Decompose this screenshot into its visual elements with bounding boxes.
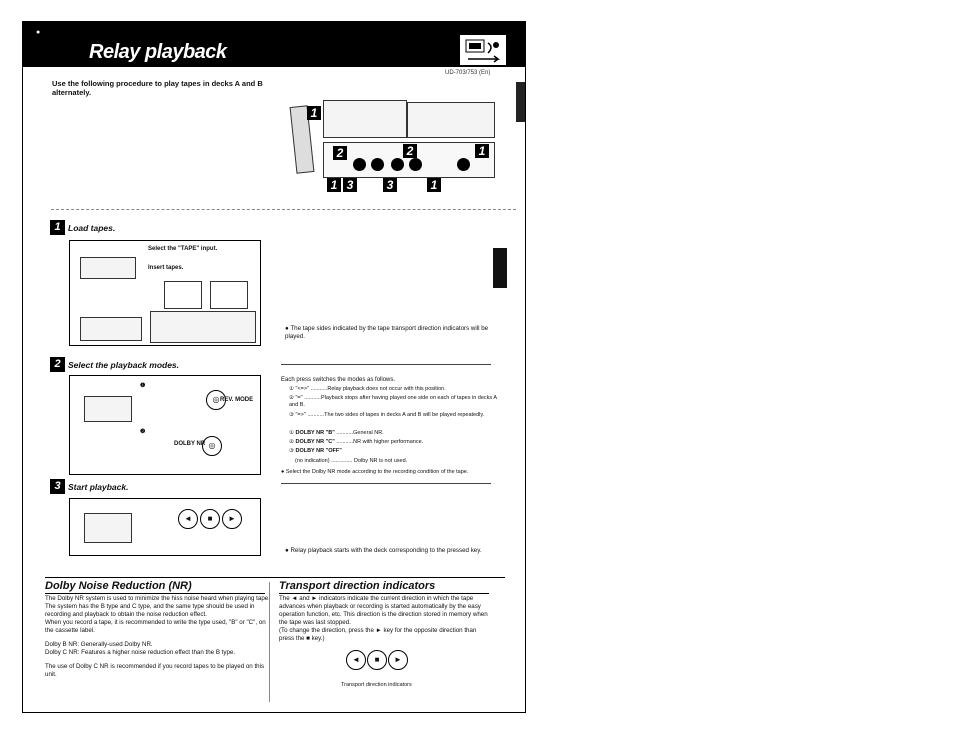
side-index-tab (516, 82, 525, 122)
step-3-note: ● Relay playback starts with the deck corresponding to the pressed key. (285, 547, 482, 554)
deck-side-image (80, 317, 142, 341)
figure-badge: 1 (307, 106, 321, 120)
nr-mode-item: ② DOLBY NR "C" ...........NR with higher performance. (289, 439, 424, 445)
rule (281, 483, 491, 484)
dolby-nr-title: Dolby Noise Reduction (NR) (45, 580, 192, 592)
figure-badge: 3 (343, 178, 357, 192)
intro-text: Use the following procedure to play tapes in decks A and B alternately. (52, 79, 263, 97)
figure-badge: 1 (475, 144, 489, 158)
play-reverse-button[interactable]: ◄ (178, 509, 198, 529)
step-1-title: Load tapes. (68, 223, 116, 233)
rev-mode-label: REV. MODE (220, 397, 254, 403)
reverse-indicator-icon: ◄ (346, 650, 366, 670)
step-1-illustration (69, 240, 261, 346)
section-divider (45, 577, 505, 578)
step-1a-text: Select the "TAPE" input. (148, 246, 218, 252)
chapter-tab (493, 248, 507, 288)
amp-panel-image (84, 396, 132, 422)
mode-intro: Each press switches the modes as follows. (281, 377, 396, 383)
nr-mode-item: ③ DOLBY NR "OFF" (289, 448, 342, 454)
knob-marker (353, 158, 366, 171)
deck-unit-image (323, 100, 407, 138)
step-2-illustration: ❶ ❷ ◎ REV. MODE ◎ DOLBY NR (69, 375, 261, 475)
figure-badge: 2 (333, 146, 347, 160)
deck-front-image (150, 311, 256, 343)
relay-logo-icon (459, 34, 507, 66)
play-forward-button[interactable]: ► (222, 509, 242, 529)
dolby-nr-label: DOLBY NR (174, 441, 206, 447)
forward-indicator-icon: ► (388, 650, 408, 670)
amp-panel-image (84, 513, 132, 543)
knob-marker (409, 158, 422, 171)
transport-caption: Transport direction indicators (341, 682, 412, 688)
divider (51, 209, 516, 210)
dolby-nr-button[interactable]: ◎ (202, 436, 222, 456)
transport-body: The ◄ and ► indicators indicate the current direction in which the tape advances when playback or recording is started automatically by the easy operation function, etc. This direction is the direction stored in memory when the tape was last stopped. (To change the direction, press the ► key for the opposite direction than press the ■ key.) (279, 595, 488, 642)
knob-marker (391, 158, 404, 171)
rev-mode-button[interactable]: ◎ (206, 390, 226, 410)
step-1b-text: Insert tapes. (148, 265, 184, 271)
nr-note: ● Select the Dolby NR mode according to the recording condition of the tape. (281, 469, 469, 475)
overview-figure (287, 98, 515, 198)
rev-mode-item: ② "=" ...........Playback stops after having played one side on each of tapes in decks A and B. (289, 395, 497, 408)
page-header: ● Relay playback (23, 22, 525, 67)
step-3-illustration (69, 498, 261, 556)
title-rule (45, 593, 265, 594)
dolby-nr-body: The Dolby NR system is used to minimize the hiss noise heard when playing tape. The system has the B type and C type, and the same type should be used in recording and playback to obtain the noise reduction effect. When you record a tape, it is recommended to write the type used, "B" or "C", on the cassette label. Dolby B NR: Generally-used Dolby NR. Dolby C NR: Features a higher noise reduction effect than the B type. The use of Dolby C NR is recommended if you record tapes to be played on this unit. (45, 595, 270, 678)
model-code: UD-703/753 (En) (445, 70, 491, 76)
step-3-title: Start playback. (68, 482, 129, 492)
rev-mode-item: ① "<=>" ...........Relay playback does not occur with this position. (289, 386, 446, 392)
step-1-badge: 1 (50, 220, 65, 235)
figure-badge: 3 (383, 178, 397, 192)
step-3-badge: 3 (50, 479, 65, 494)
cassette-image (210, 281, 248, 309)
rev-mode-item: ③ "=>" ...........The two sides of tapes in decks A and B will be played repeatedly. (289, 412, 485, 418)
step-2-badge: 2 (50, 357, 65, 372)
figure-badge: 2 (403, 144, 417, 158)
manual-page (22, 21, 526, 713)
cassette-image (164, 281, 202, 309)
page-title: Relay playback (89, 41, 227, 63)
figure-badge: 1 (427, 178, 441, 192)
amp-unit-image (407, 102, 495, 138)
nr-off-desc: (no indication) .............. Dolby NR is not used. (295, 458, 408, 464)
title-rule (279, 593, 489, 594)
stop-indicator-icon: ■ (367, 650, 387, 670)
knob-marker (371, 158, 384, 171)
rule (281, 364, 491, 365)
knob-marker (457, 158, 470, 171)
step-1-note: ● The tape sides indicated by the tape transport direction indicators will be played. (285, 325, 489, 340)
column-divider (269, 582, 270, 702)
nr-mode-item: ① DOLBY NR "B" ...........General NR. (289, 430, 384, 436)
stop-button[interactable]: ■ (200, 509, 220, 529)
transport-title: Transport direction indicators (279, 580, 436, 592)
amp-panel-image (80, 257, 136, 279)
figure-badge: 1 (327, 178, 341, 192)
step-2-title: Select the playback modes. (68, 360, 180, 370)
